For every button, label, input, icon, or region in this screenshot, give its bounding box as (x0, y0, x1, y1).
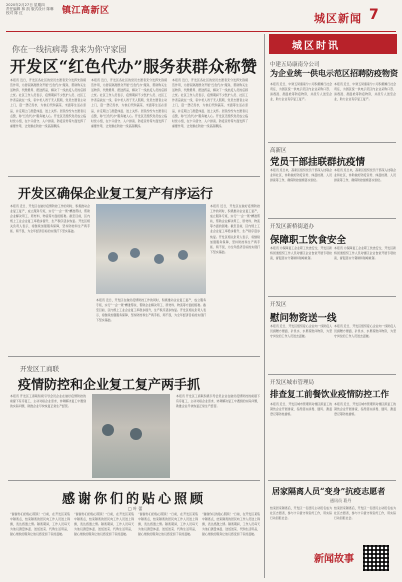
divider (268, 480, 396, 481)
right-news-body: 本报讯 为保障复工企业职工饮食安全，开发区新桥街道组织工作人员对辖区企业食堂开展专项检查，督促落实分餐制和错峰就餐。 (334, 246, 396, 261)
feature-body-col2: 本报讯 近日，开发区在做好疫情防控工作的同时，积极推动企业复工复产，成立服务专班，实行“一企一策”精准帮扶，帮助企业解决用工、原材料、物流等方面的困难。截至目前，区内规上工业企业复工率稳步提升，生产秩序逐步恢复。开发区相关负责人表示，将继续加强服务保障，坚持防控和生产两手抓、两不误，为全年经济目标的实现打下坚实基础。 (96, 298, 206, 323)
photo-figure (130, 248, 140, 258)
right-bottom-byline: 通讯员 葛丹 (330, 498, 352, 503)
photo-figure (102, 424, 114, 436)
photo-figure (178, 250, 188, 260)
divider (8, 356, 260, 357)
second-headline: 疫情防控和企业复工复产两手抓 (18, 378, 201, 393)
right-news-body: 本报讯 近日，中建五局康南分公司积极履行社会责任，为园区统一供电示范区内企业采购口罩、消毒液、测温枪等防疫物资，并派专人送至企业，助力企业有序复工复产。 (334, 82, 396, 102)
bottom-body-col4: “谢谢你们的贴心照顾！”日前，在开发区某集中隔离点，结束隔离的居民向工作人员送上锦旗，表达感激之情。隔离期间，工作人员每天为他们测量体温、送饭送菜、代购生活用品，耐心细致的服务让他们感受到了家的温暖。 (202, 512, 260, 537)
lead-body-col3: 本报讯 近日，开发区各社区的党员志愿者充分发挥先锋模范作用，为居家隔离群众开展“红色代办”服务，帮助购买生活物资、代缴费用、配送药品，解决了一线抗疫人员的后顾之忧。社区工作人员表示，疫情期间不少医护人员、社区工作者奋战在一线，家中老人孩子无人照顾，党员志愿者主动上门，逐一登记需求，为他们代购蔬菜、米面等生活必需品，并定期上门测量体温、送上关怀。居民纷纷为志愿者们点赞，称“红色代办”服务暖人心。开发区还组织党员成立临时党小组，在卡口值守、入户排查、防疫宣传等方面发挥了重要作用，让党旗在防控一线高高飘扬。 (172, 78, 248, 128)
column-separator (264, 34, 265, 578)
right-news-kicker: 开发区城市管理局 (270, 380, 315, 386)
divider (8, 176, 260, 177)
divider (268, 218, 396, 219)
bottom-body-col2: “谢谢你们的贴心照顾！”日前，在开发区某集中隔离点，结束隔离的居民向工作人员送上锦旗，表达感激之情。隔离期间，工作人员每天为他们测量体温、送饭送菜、代购生活用品，耐心细致的服务让他们感受到了家的温暖。 (74, 512, 134, 537)
date-line: 2020年2月27日 星期四 (6, 3, 45, 7)
bottom-headline: 感谢你们的贴心照顾 (62, 492, 207, 507)
meeting-photo (92, 394, 170, 478)
lead-body-col1: 本报讯 近日，开发区各社区的党员志愿者充分发挥先锋模范作用，为居家隔离群众开展“红色代办”服务，帮助购买生活物资、代缴费用、配送药品，解决了一线抗疫人员的后顾之忧。社区工作人员表示，疫情期间不少医护人员、社区工作者奋战在一线，家中老人孩子无人照顾，党员志愿者主动上门，逐一登记需求，为他们代购蔬菜、米面等生活必需品，并定期上门测量体温、送上关怀。居民纷纷为志愿者们点赞，称“红色代办”服务暖人心。开发区还组织党员成立临时党小组，在卡口值守、入户排查、防疫宣传等方面发挥了重要作用，让党旗在防控一线高高飘扬。 (10, 78, 86, 128)
second-kicker: 开发区工商联 (20, 365, 59, 373)
bottom-body-col3: “谢谢你们的贴心照顾！”日前，在开发区某集中隔离点，结束隔离的居民向工作人员送上锦旗，表达感激之情。隔离期间，工作人员每天为他们测量体温、送饭送菜、代购生活用品，耐心细致的服务让他们感受到了家的温暖。 (138, 512, 198, 537)
photo-figure (108, 252, 118, 262)
divider (8, 480, 260, 481)
masthead-date (6, 3, 66, 16)
date-line: 校对 陈 红 (6, 11, 23, 16)
bottom-byline: □ 叶 蕾 (128, 506, 143, 511)
factory-photo (96, 204, 206, 294)
right-news-body: 本报讯 近日，中建五局康南分公司积极履行社会责任，为园区统一供电示范区内企业采购口罩、消毒液、测温枪等防疫物资，并派专人送至企业，助力企业有序复工复产。 (270, 82, 332, 102)
right-news-headline: 慰问物资送一线 (270, 313, 337, 324)
feature-body-col3: 本报讯 近日，开发区在做好疫情防控工作的同时，积极推动企业复工复产，成立服务专班，实行“一企一策”精准帮扶，帮助企业解决用工、原材料、物流等方面的困难。截至目前，区内规上工业企业复工率稳步提升，生产秩序逐步恢复。开发区相关负责人表示，将继续加强服务保障，坚持防控和生产两手抓、两不误，为全年经济目标的实现打下坚实基础。 (210, 204, 260, 254)
feature-body-col1: 本报讯 近日，开发区在做好疫情防控工作的同时，积极推动企业复工复产，成立服务专班，实行“一企一策”精准帮扶，帮助企业解决用工、原材料、物流等方面的困难。截至目前，区内规上工业企业复工率稳步提升，生产秩序逐步恢复。开发区相关负责人表示，将继续加强服务保障，坚持防控和生产两手抓、两不误，为全年经济目标的实现打下坚实基础。 (10, 204, 90, 234)
date-line: 责任编辑 林 凯 版式设计 陈琳 (6, 7, 54, 12)
news-story-logo: 新闻故事 (314, 554, 354, 565)
right-news-kicker: 开发区 (270, 302, 287, 308)
right-news-body: 本报讯 为保障复工企业职工饮食安全，开发区新桥街道组织工作人员对辖区企业食堂开展专项检查，督促落实分餐制和错峰就餐。 (270, 246, 332, 261)
right-news-body: 本报讯 连日来，高新区组织党员干部深入挂联企业和社区，协助做好防疫宣传、体温检测、人员排查等工作，确保防控措施落实到位。 (270, 168, 332, 183)
photo-figure (154, 254, 164, 264)
right-news-body: 本报讯 近日，开发区城市管理局对辖区拟复工的餐饮企业开展排查，指导落实消毒、通风、测温登记等防控措施。 (334, 402, 396, 417)
right-news-body: 本报讯 近日，开发区组织爱心企业向一线防疫人员捐赠方便面、矿泉水、水果等慰问物资，为坚守岗位的工作人员送去温暖。 (334, 324, 396, 339)
right-news-body: 本报讯 连日来，高新区组织党员干部深入挂联企业和社区，协助做好防疫宣传、体温检测、人员排查等工作，确保防控措施落实到位。 (334, 168, 396, 183)
lead-headline: 开发区“红色代办”服务获群众称赞 (10, 57, 258, 76)
divider (268, 374, 396, 375)
second-body-col1: 本报讯 开发区工商联积极引导会员企业在做好疫情防控的前提下有序复工，主动对接企业需求，协调解决复工中遇到的实际问题，助推企业尽快恢复正常生产经营。 (10, 394, 86, 409)
divider (268, 142, 396, 143)
right-bottom-body: 结束居家隔离后，开发区一名居民主动报名成为社区志愿者，参与卡口值守和宣传工作，用实际行动回报社会。 (270, 506, 332, 521)
right-bottom-headline: 居家隔离人员“变身”抗疫志愿者 (272, 486, 386, 496)
right-news-kicker: 开发区新桥街道办 (270, 224, 315, 230)
qr-code-icon (363, 545, 389, 571)
right-news-headline: 排查复工前餐饮业疫情防控工作 (270, 390, 390, 400)
right-news-headline: 党员干部挂联群抗疫情 (270, 157, 366, 168)
page-number: 7 (369, 7, 379, 23)
right-news-headline: 保障职工饮食安全 (270, 235, 347, 246)
lead-kicker: 你在一线抗病毒 我来为你守家园 (12, 45, 127, 54)
second-body-col3: 本报讯 开发区工商联积极引导会员企业在做好疫情防控的前提下有序复工，主动对接企业需求，协调解决复工中遇到的实际问题，助推企业尽快恢复正常生产经营。 (176, 394, 260, 409)
top-rule (6, 31, 396, 32)
right-news-kicker: 中建五局康南分公司 (270, 62, 320, 68)
right-bottom-body: 结束居家隔离后，开发区一名居民主动报名成为社区志愿者，参与卡口值守和宣传工作，用实际行动回报社会。 (334, 506, 396, 521)
section-name: 城区新闻 (314, 12, 362, 25)
feature-headline: 开发区确保企业复工复产有序运行 (18, 187, 214, 202)
masthead-logo: 镇江高新区 (62, 6, 110, 16)
bottom-body-col1: “谢谢你们的贴心照顾！”日前，在开发区某集中隔离点，结束隔离的居民向工作人员送上锦旗，表达感激之情。隔离期间，工作人员每天为他们测量体温、送饭送菜、代购生活用品，耐心细致的服务让他们感受到了家的温暖。 (10, 512, 70, 537)
photo-figure (130, 428, 142, 440)
right-news-headline: 为企业统一供电示范区招聘防疫物资 (270, 68, 398, 78)
lead-body-col2: 本报讯 近日，开发区各社区的党员志愿者充分发挥先锋模范作用，为居家隔离群众开展“红色代办”服务，帮助购买生活物资、代缴费用、配送药品，解决了一线抗疫人员的后顾之忧。社区工作人员表示，疫情期间不少医护人员、社区工作者奋战在一线，家中老人孩子无人照顾，党员志愿者主动上门，逐一登记需求，为他们代购蔬菜、米面等生活必需品，并定期上门测量体温、送上关怀。居民纷纷为志愿者们点赞，称“红色代办”服务暖人心。开发区还组织党员成立临时党小组，在卡口值守、入户排查、防疫宣传等方面发挥了重要作用，让党旗在防控一线高高飘扬。 (91, 78, 167, 128)
right-news-body: 本报讯 近日，开发区组织爱心企业向一线防疫人员捐赠方便面、矿泉水、水果等慰问物资，为坚守岗位的工作人员送去温暖。 (270, 324, 332, 339)
right-news-body: 本报讯 近日，开发区城市管理局对辖区拟复工的餐饮企业开展排查，指导落实消毒、通风、测温登记等防控措施。 (270, 402, 332, 417)
right-news-kicker: 高新区 (270, 148, 287, 154)
divider (268, 296, 396, 297)
right-banner-label: 城区时讯 (292, 41, 340, 52)
